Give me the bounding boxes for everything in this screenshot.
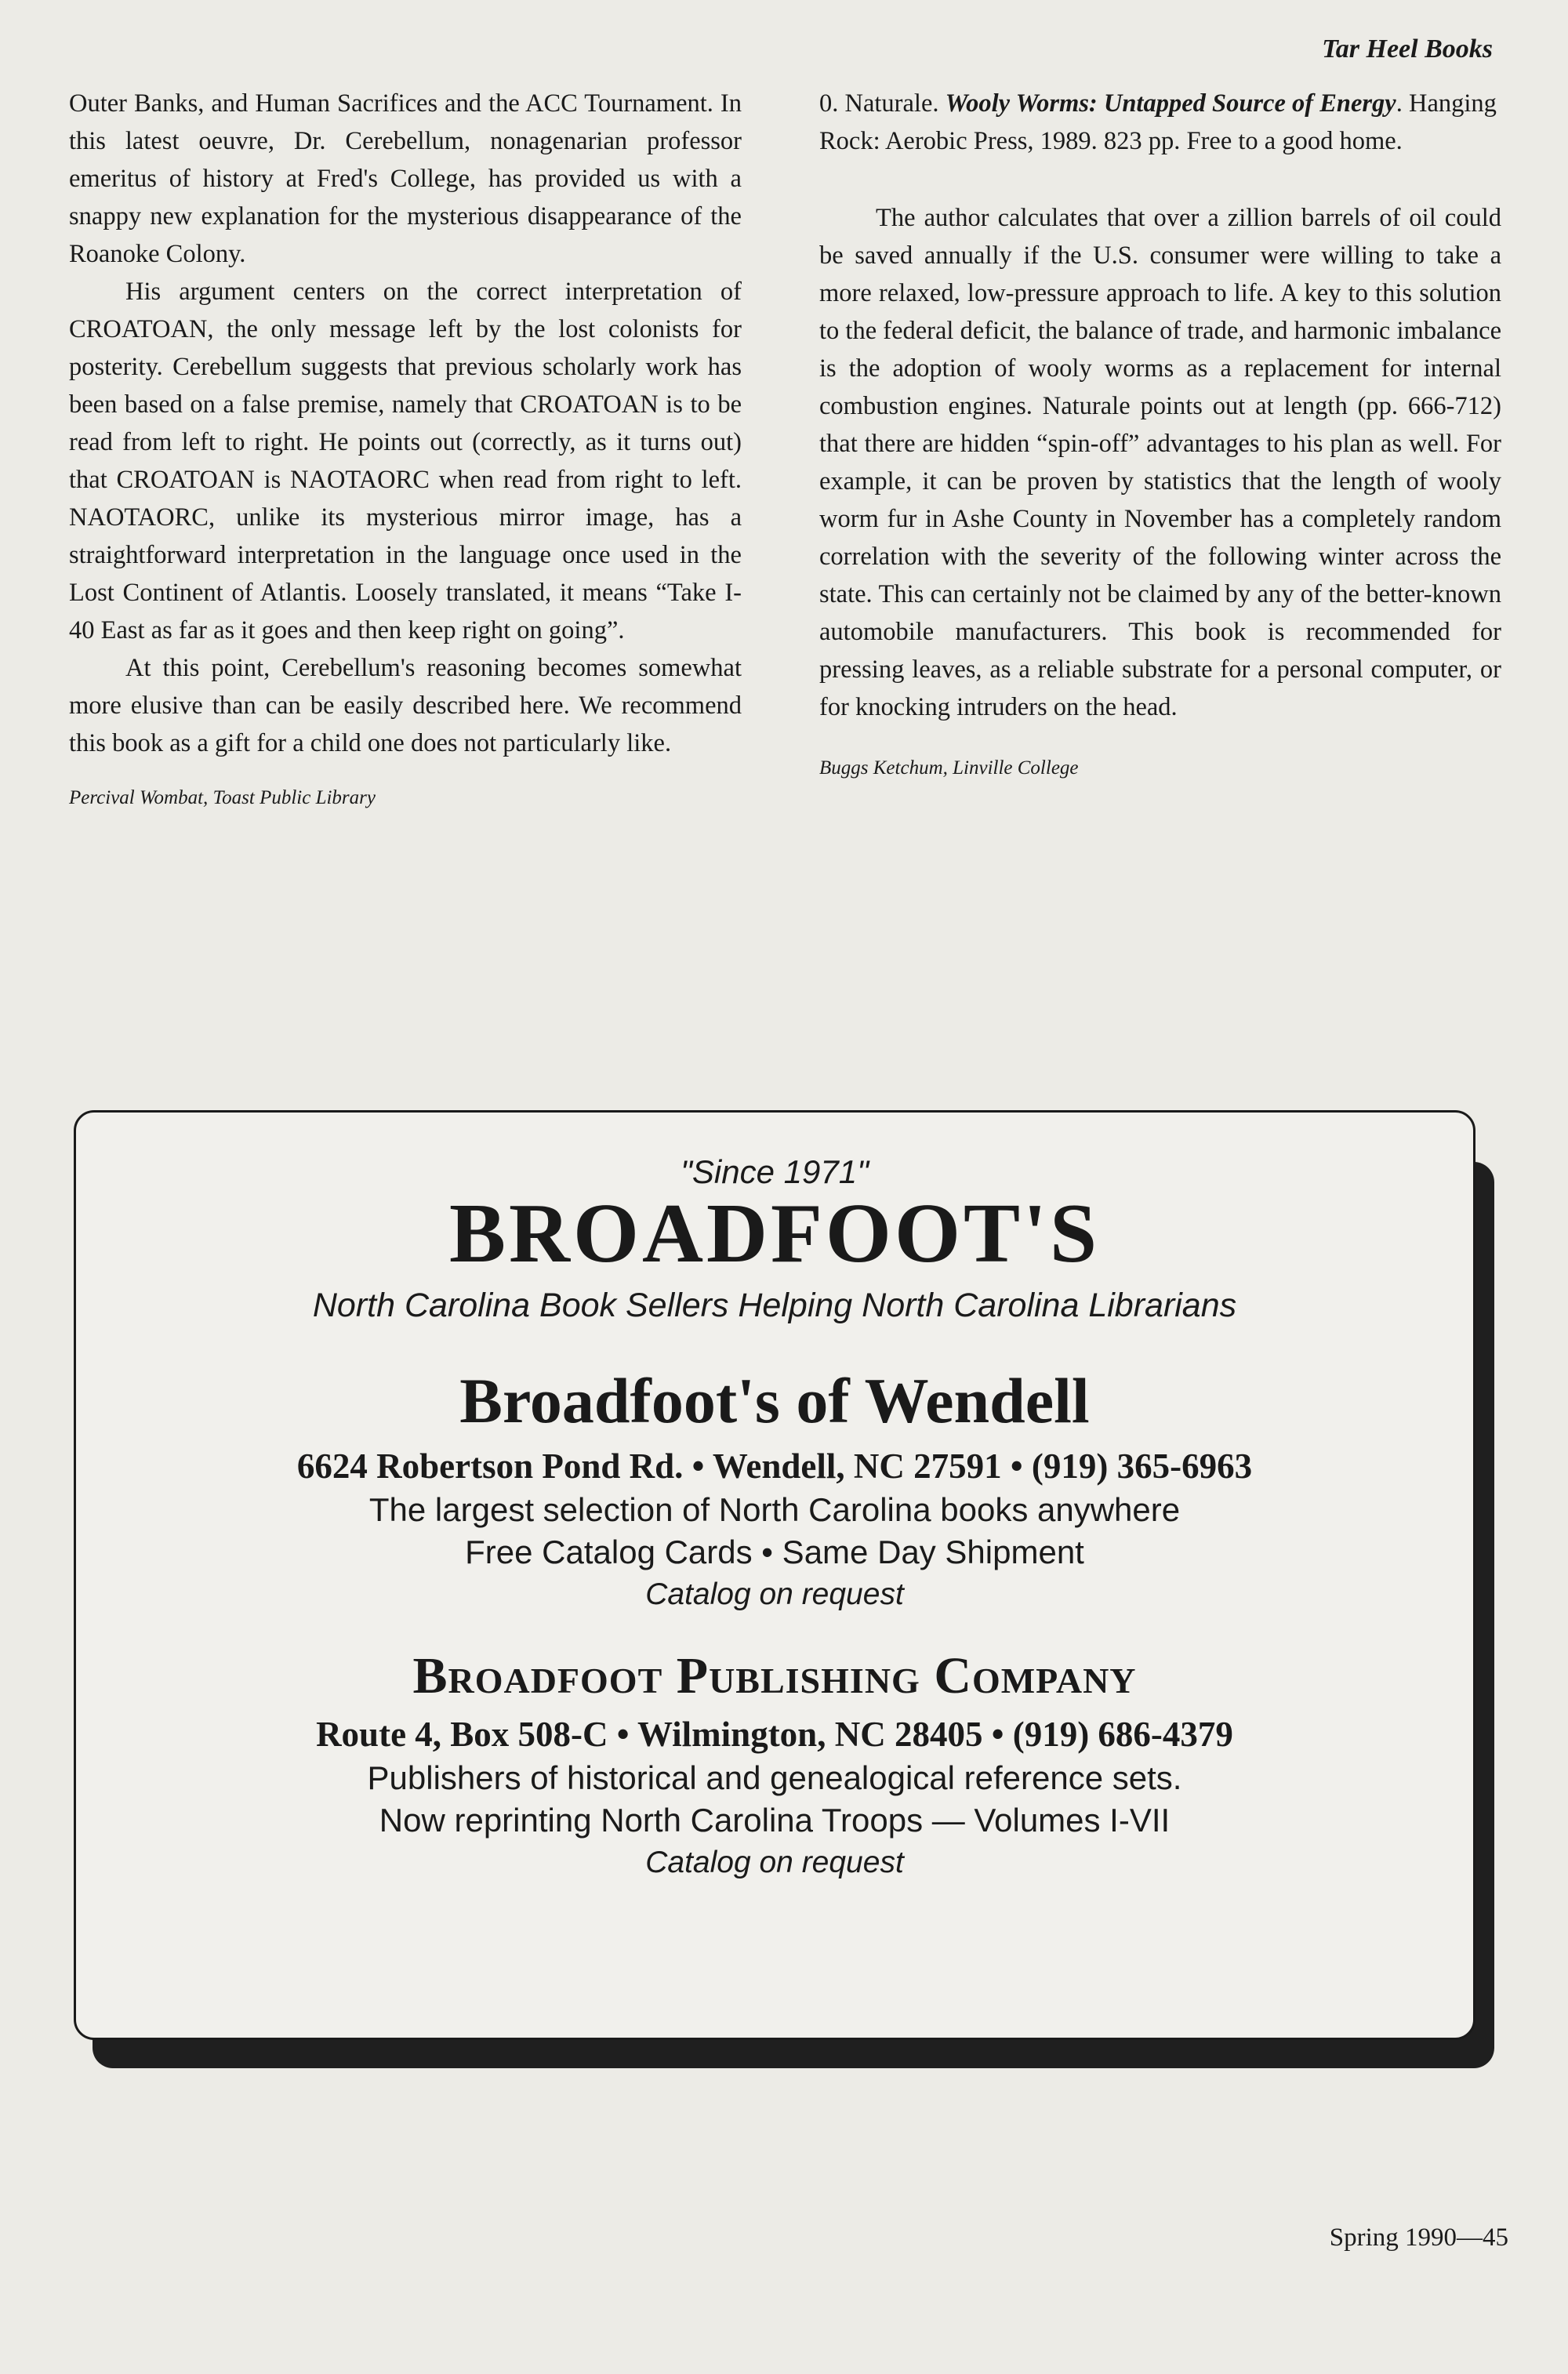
ad-brand: BROADFOOT'S bbox=[448, 1187, 1101, 1280]
left-column bbox=[69, 85, 742, 817]
page-footer: Spring 1990—45 bbox=[1329, 2223, 1508, 2252]
bib-title: Wooly Worms: Untapped Source of Energy bbox=[945, 89, 1396, 118]
left-paragraph-3: At this point, Cerebellum's reasoning becomes somewhat more elusive than can be easily described here. We recommend this book as a gift for a child one does not particularly like. bbox=[69, 654, 742, 757]
ad-since: "Since 1971" bbox=[681, 1153, 869, 1190]
ad-store-line-2: Free Catalog Cards • Same Day Shipment bbox=[465, 1534, 1084, 1570]
right-column bbox=[819, 85, 1501, 787]
ad-publisher-line-1: Publishers of historical and genealogical reference sets. bbox=[367, 1759, 1182, 1796]
bib-details: . Hanging Rock: Aerobic Press, 1989. 823 pp. Free to a good home. bbox=[819, 89, 1497, 155]
ad-store-address: 6624 Robertson Pond Rd. • Wendell, NC 27591 • (919) 365-6963 bbox=[296, 1447, 1253, 1486]
left-signature: Percival Wombat, Toast Public Library bbox=[69, 787, 376, 808]
ad-tagline: North Carolina Book Sellers Helping North Carolina Librarians bbox=[312, 1287, 1237, 1324]
ad-publisher-catalog: Catalog on request bbox=[645, 1846, 904, 1879]
bib-author: 0. Naturale. bbox=[819, 89, 939, 118]
right-signature: Buggs Ketchum, Linville College bbox=[819, 757, 1079, 779]
ad-publisher: Broadfoot Publishing Company bbox=[412, 1647, 1137, 1704]
right-paragraph-1: The author calculates that over a zillion barrels of oil could be saved annually if the U.S. consumer were willing to take a more relaxed, low-pressure approach to life. A key to this solution to the federal deficit, the balance of trade, and harmonic imbalance is the adoption of wooly worms as a replacement for internal combustion engines. Naturale points out at length (pp. 666-712) that there are hidden “spin-off” advantages to his plan as well. For example, it can be proven by statistics that the length of wooly worm fur in Ashe County in November has a completely random correlation with the severity of the following winter across the state. This can certainly not be claimed by any of the better-known automobile manufacturers. This book is recommended for pressing leaves, as a reliable substrate for a personal computer, or for knocking intruders on the head. bbox=[819, 204, 1501, 721]
left-paragraph-2: His argument centers on the correct interpretation of CROATOAN, the only message left by the lost colonists for posterity. Cerebellum suggests that previous scholarly work has been based on a false premise, namely that CROATOAN is to be read from left to right. He points out (correctly, as it turns out) that CROATOAN is NAOTAORC when read from right to left. NAOTAORC, unlike its mysterious mirror image, has a straightforward interpretation in the language once used in the Lost Continent of Atlantis. Loosely translated, it means “Take I-40 East as far as it goes and then keep right on going”. bbox=[69, 278, 742, 644]
ad-publisher-line-2: Now reprinting North Carolina Troops — Volumes I-VII bbox=[379, 1802, 1171, 1839]
ad-store-name: Broadfoot's of Wendell bbox=[459, 1365, 1090, 1436]
ad-publisher-address: Route 4, Box 508-C • Wilmington, NC 28405 • (919) 686-4379 bbox=[316, 1715, 1233, 1754]
running-head: Tar Heel Books bbox=[1322, 34, 1493, 64]
ad-store-line-1: The largest selection of North Carolina books anywhere bbox=[368, 1491, 1181, 1528]
ad-store-catalog: Catalog on request bbox=[645, 1577, 904, 1611]
broadfoots-advertisement bbox=[74, 1110, 1475, 2040]
left-paragraph-1: Outer Banks, and Human Sacrifices and the ACC Tournament. In this latest oeuvre, Dr. Cerebellum, nonagenarian professor emeritus of history at Fred's College, has provided us with a snappy new explanation for the mysterious disappearance of the Roanoke Colony. bbox=[69, 89, 742, 268]
bibliographic-entry bbox=[819, 85, 1501, 160]
